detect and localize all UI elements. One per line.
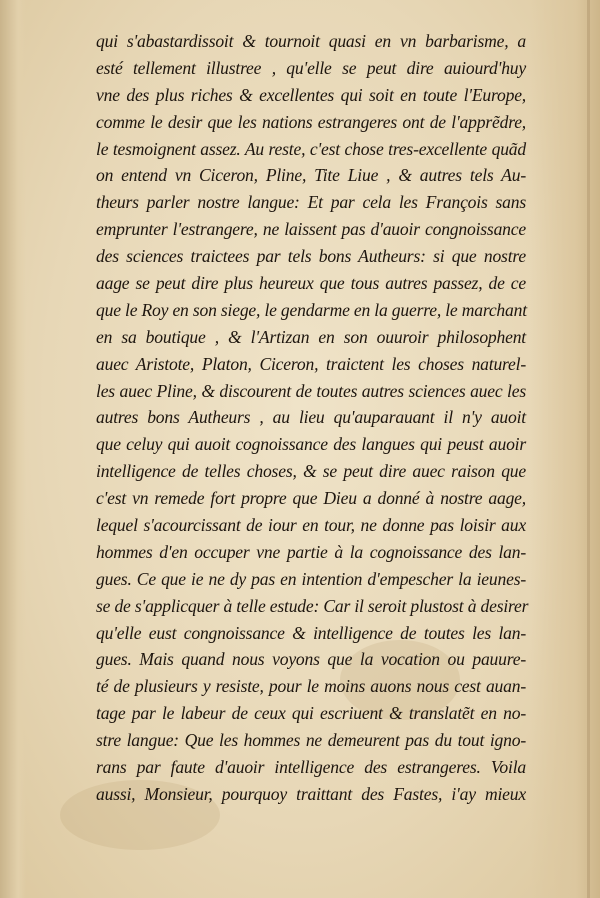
text-line: les auec Pline, & discourent de toutes autres sciences auec les: [96, 380, 526, 401]
text-line: auec Aristote, Platon, Ciceron, traictent les choses naturel-: [96, 353, 526, 374]
text-line: aussi, Monsieur, pourquoy traittant des Fastes, i'ay mieux: [96, 783, 526, 804]
text-line: aage se peut dire plus heureux que tous autres passez, de ce: [96, 273, 526, 294]
text-line: stre langue: Que les hommes ne demeurent pas du tout igno-: [96, 730, 526, 751]
text-line: que celuy qui auoit cognoissance des langues qui peust auoir: [96, 434, 526, 455]
page-left-edge: [0, 0, 26, 898]
text-line: theurs parler nostre langue: Et par cela les François sans: [96, 192, 526, 213]
page-fold-shadow: [587, 0, 590, 898]
text-line: c'est vn remede fort propre que Dieu a donné à nostre aage,: [96, 488, 526, 509]
text-line: rans par faute d'auoir intelligence des estrangeres. Voila: [96, 757, 526, 778]
text-line: des sciences traictees par tels bons Autheurs: si que nostre: [96, 246, 526, 267]
text-line: hommes d'en occuper vne partie à la cognoissance des lan-: [96, 541, 526, 562]
text-line: té de plusieurs y resiste, pour le moins auons nous cest auan-: [96, 676, 526, 697]
text-line: vne des plus riches & excellentes qui soit en toute l'Europe,: [96, 84, 526, 105]
text-line: autres bons Autheurs , au lieu qu'auparauant il n'y auoit: [96, 407, 526, 428]
text-line: esté tellement illustree , qu'elle se peut dire auiourd'huy: [96, 57, 526, 78]
body-text: [96, 28, 529, 808]
text-line: on entend vn Ciceron, Pline, Tite Liue , & autres tels Au-: [96, 165, 526, 186]
text-line: que le Roy en son siege, le gendarme en la guerre, le marchant: [96, 299, 527, 320]
text-line: tage par le labeur de ceux qui escriuent & translatẽt en no-: [96, 703, 526, 724]
text-line: intelligence de telles choses, & se peut dire auec raison que: [96, 461, 526, 482]
text-line: gues. Ce que ie ne dy pas en intention d'empescher la ieunes-: [96, 568, 526, 589]
text-line: qui s'abastardissoit & tournoit quasi en vn barbarisme, a: [96, 31, 526, 51]
text-line: lequel s'acourcissant de iour en tour, ne donne pas loisir aux: [96, 515, 526, 536]
text-line: qu'elle eust congnoissance & intelligence de toutes les lan-: [96, 622, 526, 643]
text-line: en sa boutique , & l'Artizan en son ouuroir philosophent: [96, 326, 526, 347]
text-line: le tesmoignent assez. Au reste, c'est chose tres-excellente quãd: [96, 138, 526, 159]
text-line: gues. Mais quand nous voyons que la vocation ou pauure-: [96, 649, 526, 670]
text-line: comme le desir que les nations estrangeres ont de l'apprẽdre,: [96, 111, 526, 132]
text-line: emprunter l'estrangere, ne laissent pas d'auoir congnoissance: [96, 219, 526, 240]
text-line: se de s'applicquer à telle estude: Car il seroit plustost à desirer: [96, 595, 529, 616]
